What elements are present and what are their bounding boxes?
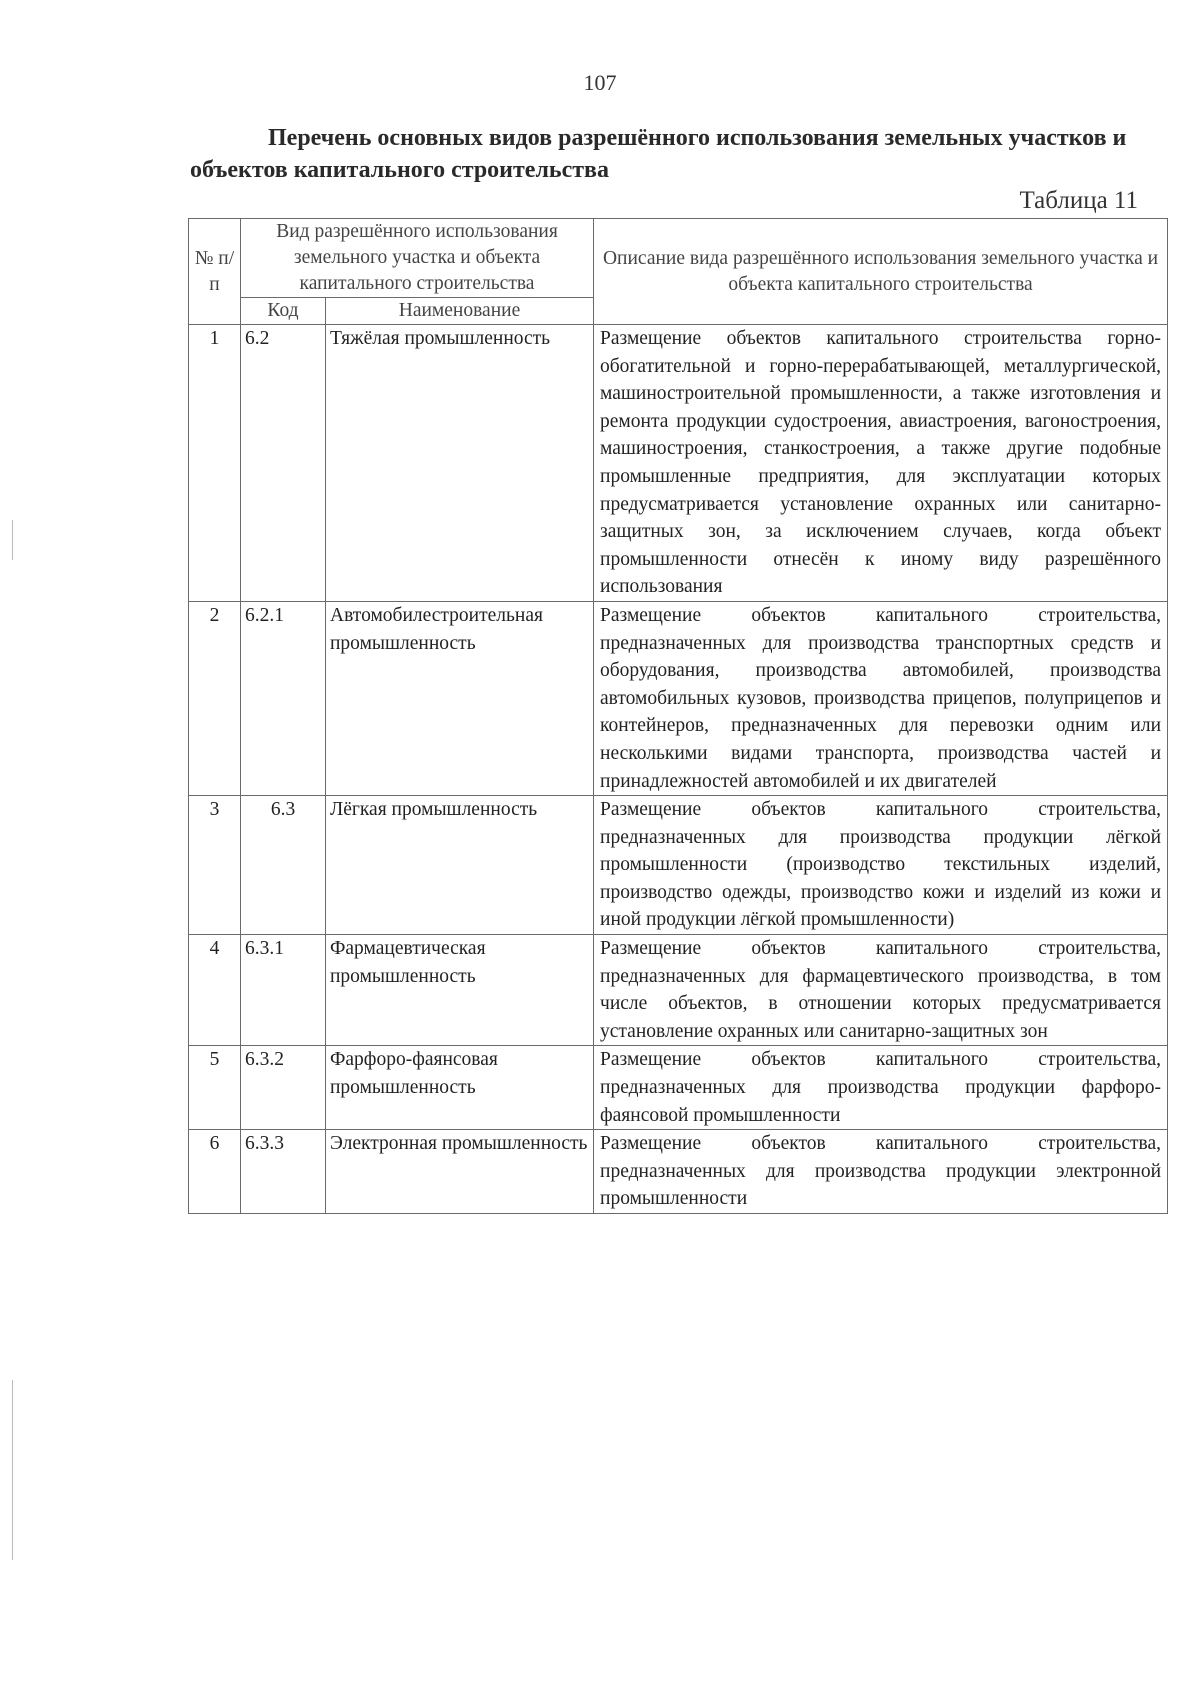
row-num: 1	[189, 325, 241, 602]
row-description: Размещение объектов капитального строительства, предназначенных для производства продукции фарфоро-фаянсовой промышленности	[594, 1046, 1168, 1130]
row-name: Тяжёлая промышленность	[326, 325, 594, 602]
row-name: Фарфоро-фаянсовая промышленность	[326, 1046, 594, 1130]
land-use-table	[188, 218, 1168, 1214]
row-code: 6.2.1	[241, 601, 326, 795]
header-description: Описание вида разрешённого использования земельного участка и объекта капитального строительства	[594, 219, 1168, 325]
page-title	[190, 122, 1150, 186]
header-num: № п/п	[189, 219, 241, 325]
table-caption: Таблица 11	[1019, 187, 1138, 214]
row-name: Фармацевтическая промышленность	[326, 935, 594, 1046]
row-description: Размещение объектов капитального строительства, предназначенных для фармацевтического производства, в том числе объектов, в отношении которых предусматривается установление охранных или санитарно-защитных зон	[594, 935, 1168, 1046]
row-code: 6.3	[241, 796, 326, 935]
row-code: 6.2	[241, 325, 326, 602]
table-row	[189, 601, 1168, 795]
row-name: Лёгкая промышленность	[326, 796, 594, 935]
row-code: 6.3.1	[241, 935, 326, 1046]
row-num: 3	[189, 796, 241, 935]
page-number: 107	[583, 70, 617, 95]
row-description: Размещение объектов капитального строительства горно-обогатительной и горно-перерабатывающей, металлургической, машиностроительной промышленности, а также изготовления и ремонта продукции судостроения, авиастроения, вагоностроения, машиностроения, станкостроения, а также другие подобные промышленные предприятия, для эксплуатации которых предусматривается установление охранных или санитарно-защитных зон, за исключением случаев, когда объект промышленности отнесён к иному виду разрешённого использования	[594, 325, 1168, 602]
header-group: Вид разрешённого использования земельного участка и объекта капитального строительства	[241, 219, 594, 298]
scan-margin-mark	[12, 1380, 13, 1560]
row-description: Размещение объектов капитального строительства, предназначенных для производства продукции электронной промышленности	[594, 1130, 1168, 1214]
header-code: Код	[241, 298, 326, 325]
row-description: Размещение объектов капитального строительства, предназначенных для производства продукции лёгкой промышленности (производство текстильных изделий, производство одежды, производство кожи и изделий из кожи и иной продукции лёгкой промышленности)	[594, 796, 1168, 935]
table-row	[189, 1130, 1168, 1214]
row-num: 4	[189, 935, 241, 1046]
row-code: 6.3.3	[241, 1130, 326, 1214]
table-row	[189, 325, 1168, 602]
table-row	[189, 1046, 1168, 1130]
row-name: Автомобилестроительная промышленность	[326, 601, 594, 795]
table-row	[189, 935, 1168, 1046]
row-description: Размещение объектов капитального строительства, предназначенных для производства транспортных средств и оборудования, производства автомобилей, производства автомобильных кузовов, производства прицепов, полуприцепов и контейнеров, предназначенных для перевозки одним или несколькими видами транспорта, производства частей и принадлежностей автомобилей и их двигателей	[594, 601, 1168, 795]
table-row	[189, 796, 1168, 935]
row-num: 5	[189, 1046, 241, 1130]
row-name: Электронная промышленность	[326, 1130, 594, 1214]
row-num: 2	[189, 601, 241, 795]
row-code: 6.3.2	[241, 1046, 326, 1130]
page-title-text: Перечень основных видов разрешённого использования земельных участков и объектов капитального строительства	[190, 125, 1127, 183]
row-num: 6	[189, 1130, 241, 1214]
scan-margin-mark	[12, 520, 13, 560]
header-name: Наименование	[326, 298, 594, 325]
